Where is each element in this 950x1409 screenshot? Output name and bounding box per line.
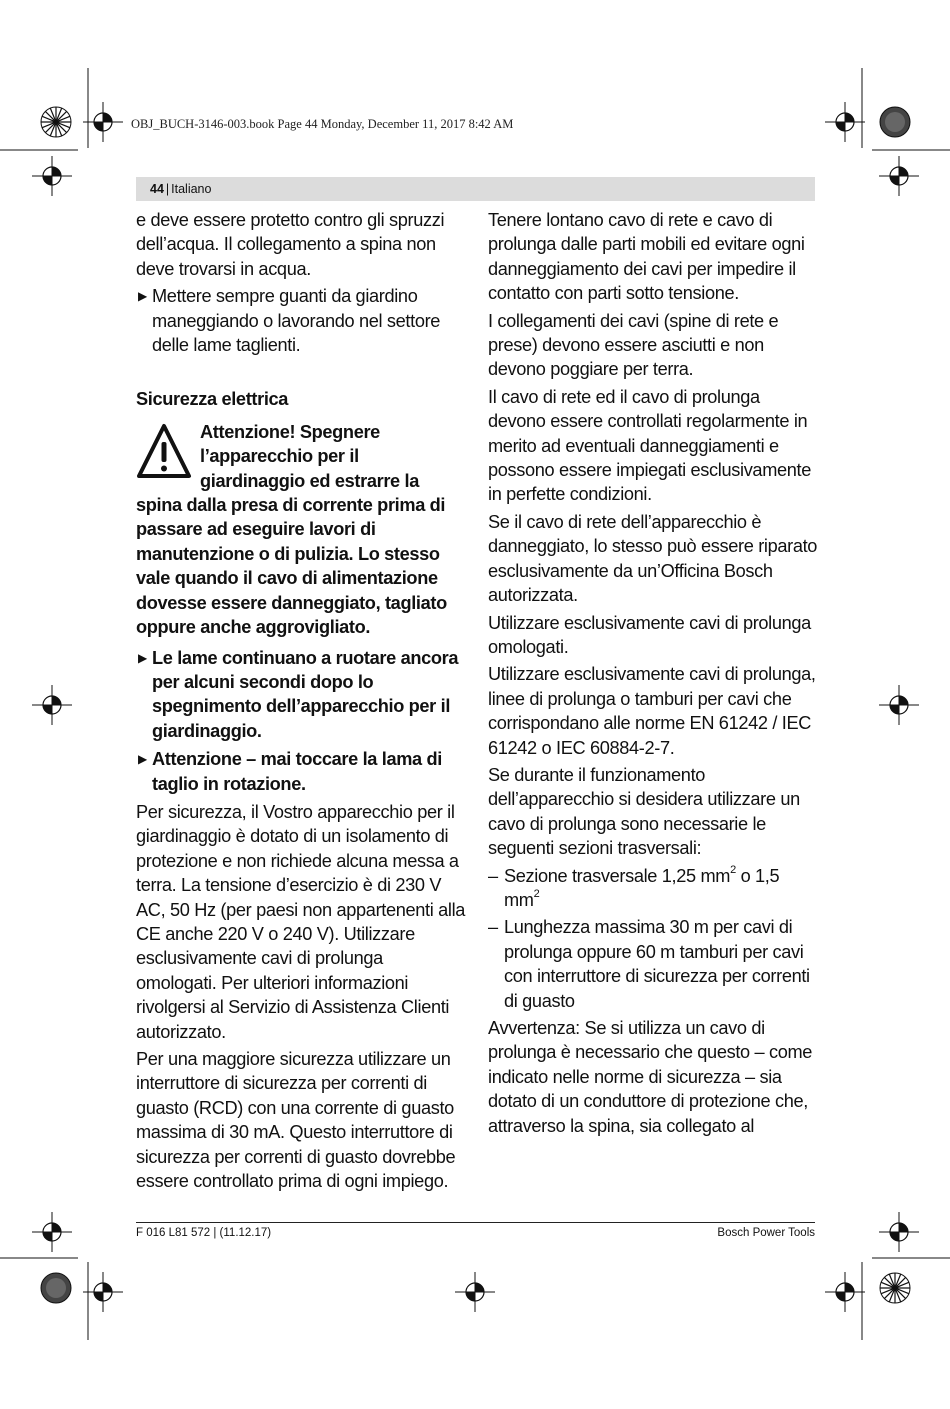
crosshair-icon [879, 156, 919, 196]
warning-triangle-icon [136, 422, 192, 482]
dash-cross-section-prefix: Sezione trasversale 1,25 mm [504, 865, 731, 886]
cable-paragraph-4: Se il cavo di rete dell’apparecchio è danneggiato, lo stesso può essere riparato esclusivamente da un’Officina Bosch autorizzata. [488, 511, 818, 606]
crosshair-icon [32, 685, 72, 725]
bullet-attention-text: Attenzione – mai toccare la lama di taglio in rotazione. [152, 749, 442, 794]
crosshair-icon [825, 102, 865, 142]
crosshair-icon [879, 1212, 919, 1252]
crosshair-icon [879, 685, 919, 725]
footer-brand: Bosch Power Tools [717, 1227, 815, 1239]
cable-paragraph-2: I collegamenti dei cavi (spine di rete e prese) devono essere asciutti e non devono poggiare per terra. [488, 310, 779, 380]
warning-block [136, 420, 466, 640]
bullet-triangle-icon: ▶ [138, 650, 147, 665]
bullet-blades [136, 646, 466, 744]
section-title-electrical-safety: Sicurezza elettrica [136, 389, 289, 410]
bullet-triangle-icon: ▶ [138, 289, 147, 304]
bullet-attention [136, 747, 466, 796]
registration-sunburst-icon [880, 1273, 910, 1303]
bullet-gloves-text: Mettere sempre guanti da giardino maneggiando o lavorando nel settore delle lame taglienti. [152, 286, 441, 356]
warning-text: Attenzione! Spegnere l’apparecchio per il giardinaggio ed estrarre la spina dalla presa di corrente prima di passare ad eseguire lavori di manutenzione o di pulizia. Lo stesso vale quando il cavo di alimentazione dovesse essere danneggiato, tagliato oppure anche aggrovigliato. [136, 421, 447, 638]
header-separator: | [165, 182, 170, 196]
cable-paragraph-5: Utilizzare esclusivamente cavi di prolunga omologati. [488, 612, 811, 657]
dash-marker: – [488, 865, 498, 886]
book-file-info: OBJ_BUCH-3146-003.book Page 44 Monday, December 11, 2017 8:42 AM [131, 117, 514, 131]
insulation-paragraph: Per sicurezza, il Vostro apparecchio per il giardinaggio è dotato di un isolamento di protezione e non richiede alcuna messa a terra. La tensione d’esercizio è di 230 V AC, 50 Hz (per paesi non appartenenti alla CE anche 220 V o 240 V). Utilizzare esclusivamente cavi di prolunga omologati. Per ulteriori informazioni rivolgersi al Servizio di Assistenza Clienti autorizzato. [136, 801, 466, 1042]
superscript-2: 2 [533, 887, 540, 900]
footer-document-code: F 016 L81 572 | (11.12.17) [136, 1227, 272, 1239]
header-language: Italiano [171, 182, 212, 196]
page-header-bar [136, 177, 815, 201]
crosshair-icon [83, 1272, 123, 1312]
crosshair-icon [825, 1272, 865, 1312]
page-header [150, 182, 211, 196]
crosshair-icon [32, 1212, 72, 1252]
page-number: 44 [150, 182, 164, 196]
dash-cross-section-mid: o 1,5 mm [504, 865, 780, 910]
bullet-gloves [136, 284, 466, 357]
bullet-blades-text: Le lame continuano a ruotare ancora per alcuni secondi dopo lo spegnimento dell’apparecchio per il giardinaggio. [152, 647, 459, 741]
dash-marker: – [488, 917, 498, 938]
dash-item-cross-section [488, 864, 818, 913]
dash-item-length [488, 915, 818, 1013]
crosshair-icon [83, 102, 123, 142]
cable-paragraph-1: Tenere lontano cavo di rete e cavo di prolunga dalle parti mobili ed evitare ogni danneggiamento dei cavi per impedire il contatto con parti sotto tensione. [488, 210, 805, 304]
crosshair-icon [32, 156, 72, 196]
footer-rule [136, 1222, 815, 1223]
registration-solid-circle-icon [41, 1273, 71, 1303]
left-column [136, 208, 466, 1196]
superscript-2: 2 [730, 863, 736, 876]
cable-paragraph-3: Il cavo di rete ed il cavo di prolunga devono essere controllati regolarmente in merito ad eventuali danneggiamenti e possono essere impiegati esclusivamente in perfette condizioni. [488, 386, 811, 505]
crosshair-icon [455, 1272, 495, 1312]
registration-sunburst-icon [41, 107, 71, 137]
dash-length-text: Lunghezza massima 30 m per cavi di prolunga oppure 60 m tamburi per cavi con interruttore di sicurezza per correnti di guasto [504, 917, 810, 1011]
bullet-triangle-icon: ▶ [138, 752, 147, 767]
cable-paragraph-6: Utilizzare esclusivamente cavi di prolunga, linee di prolunga o tamburi per cavi che corrispondano alle norme EN 61242 / IEC 61242 o IEC 60884-2-7. [488, 664, 816, 758]
warning-note-paragraph: Avvertenza: Se si utilizza un cavo di prolunga è necessario che questo – come indicato nelle norme di sicurezza – sia dotato di un conduttore di protezione che, attraverso la spina, sia collegato al [488, 1018, 813, 1136]
registration-solid-circle-icon [880, 107, 910, 137]
cable-paragraph-7: Se durante il funzionamento dell’apparecchio si desidera utilizzare un cavo di prolunga sono necessarie le seguenti sezioni trasversali: [488, 764, 800, 859]
right-column [488, 208, 818, 1141]
intro-paragraph: e deve essere protetto contro gli spruzzi dell’acqua. Il collegamento a spina non deve trovarsi in acqua. [136, 210, 445, 279]
rcd-paragraph: Per una maggiore sicurezza utilizzare un interruttore di sicurezza per correnti di guasto (RCD) con una corrente di guasto massima di 30 mA. Questo interruttore di sicurezza per correnti di guasto dovrebbe essere controllato prima di ogni impiego. [136, 1049, 456, 1192]
